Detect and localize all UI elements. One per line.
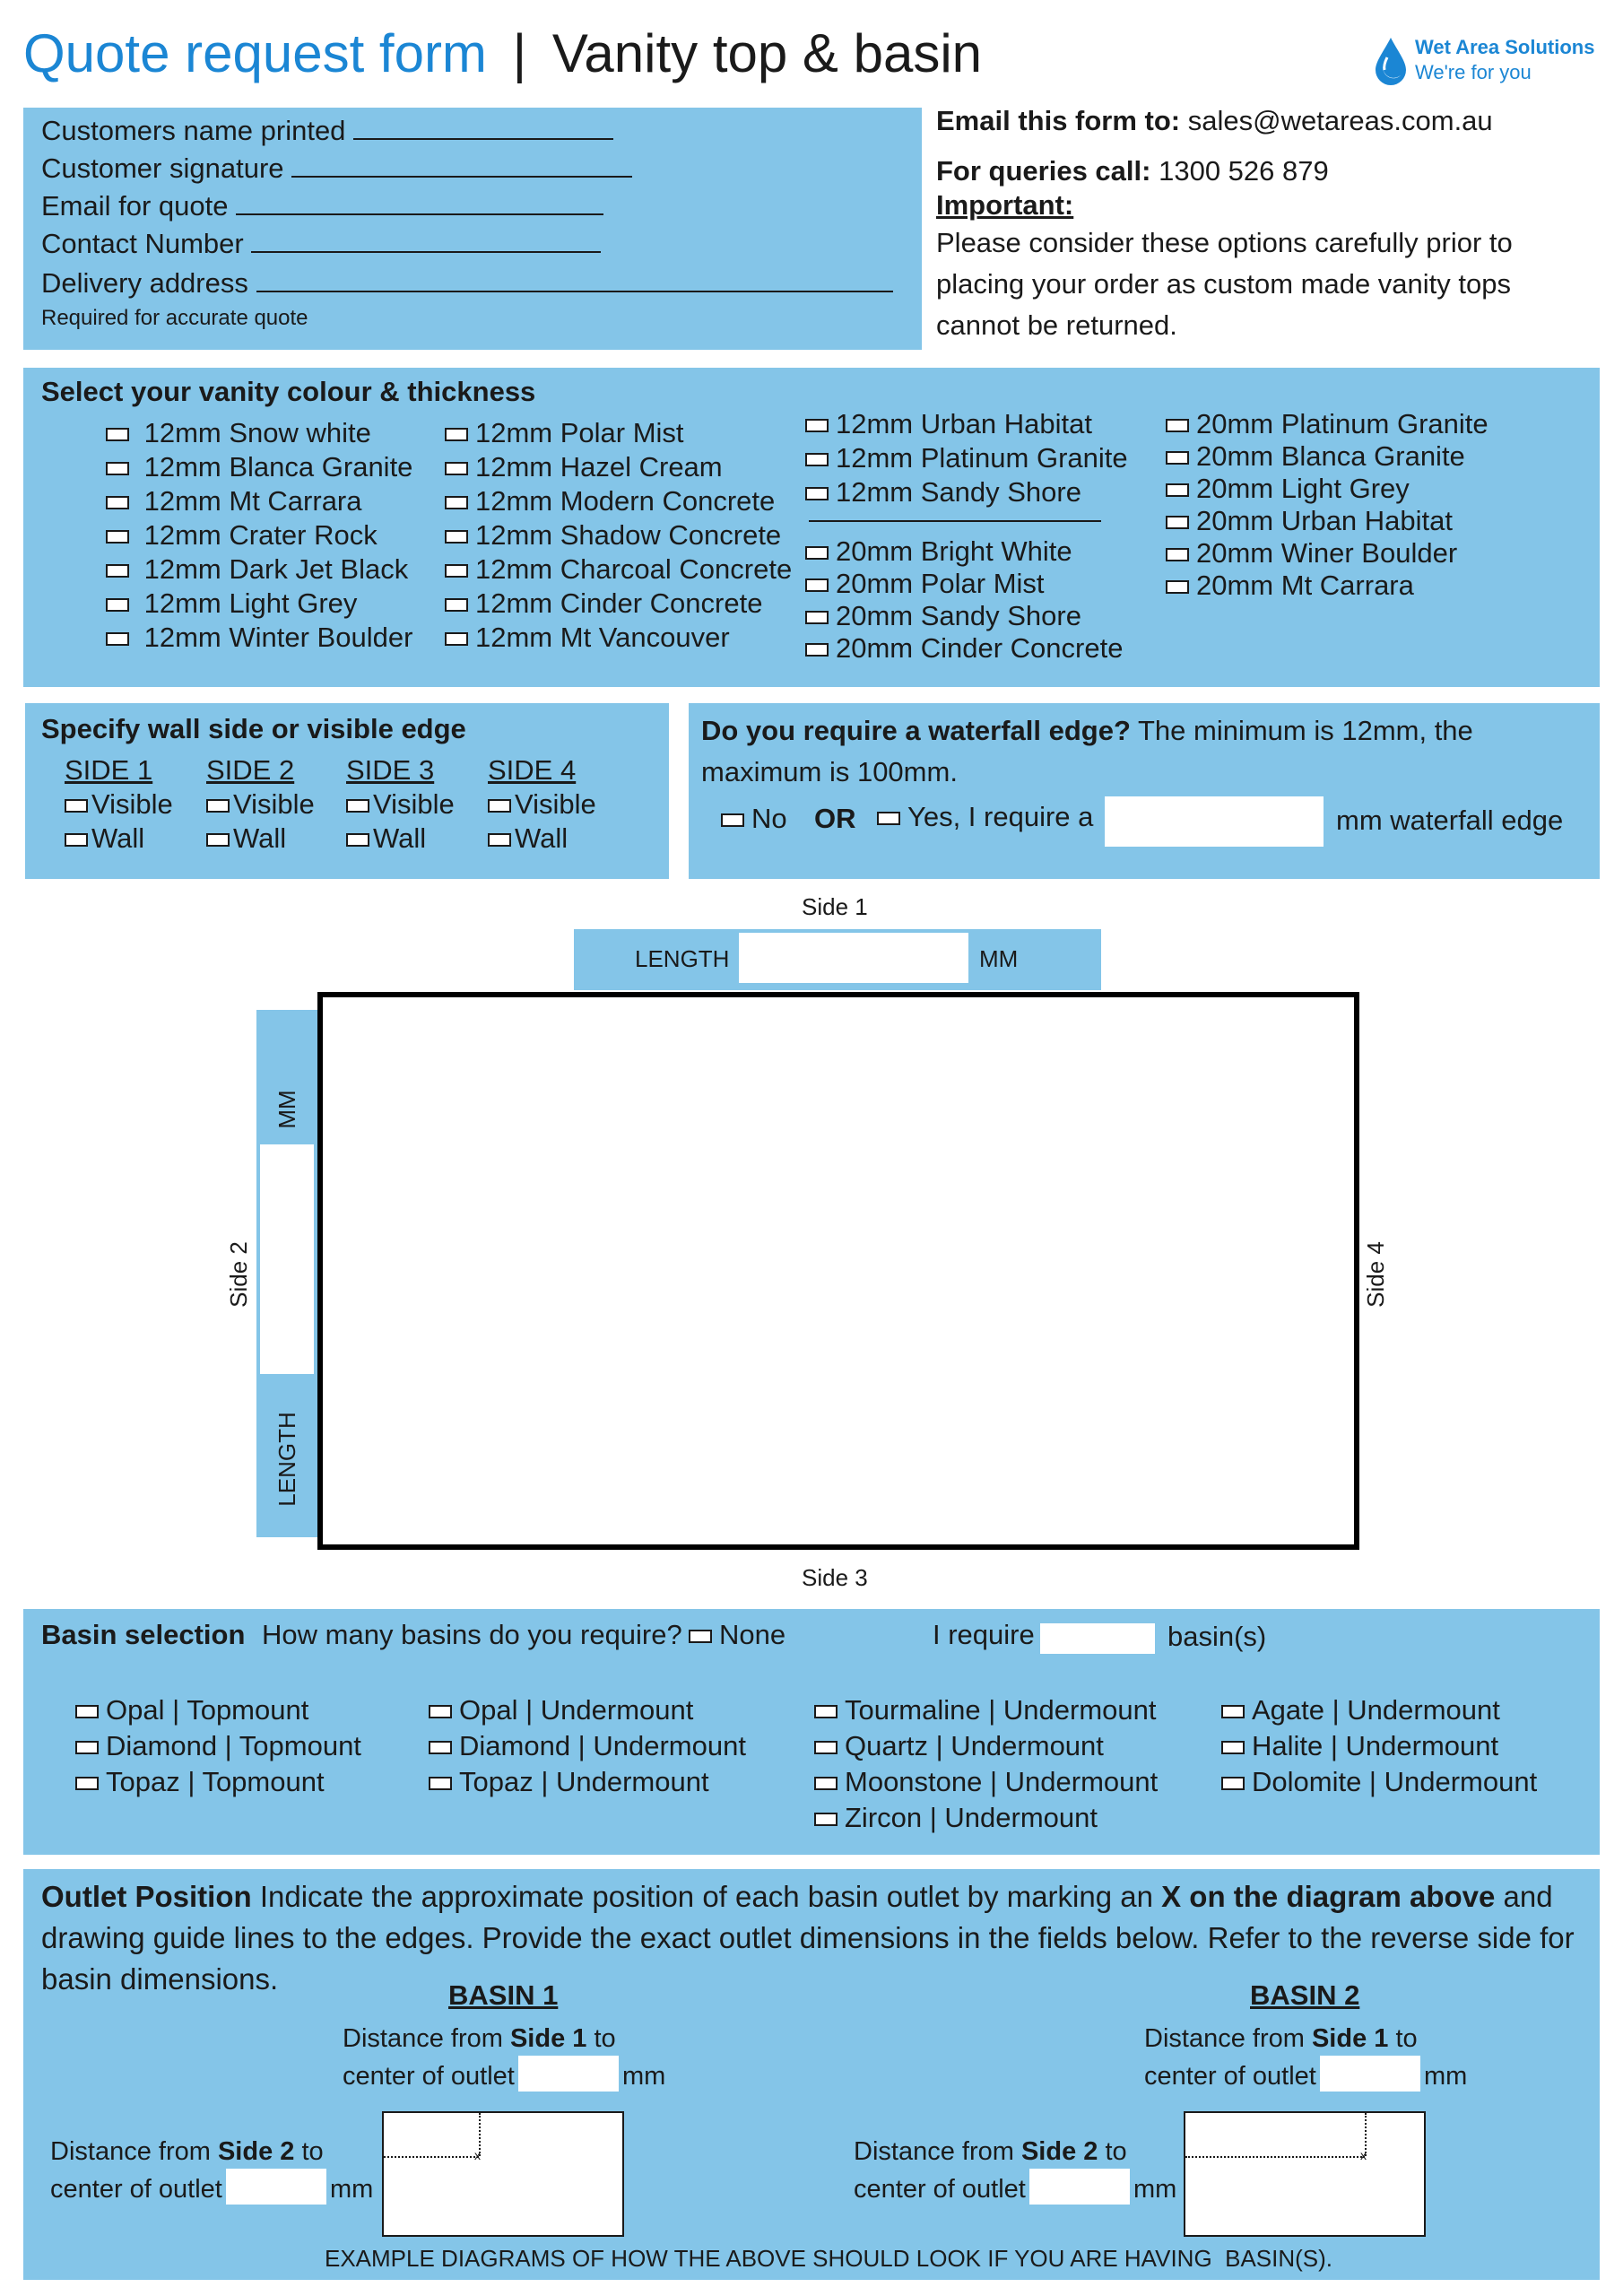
important-text: Please consider these options carefully prior to placing your order as custom made vanity tops cannot be returned. [936,227,1513,341]
checkbox[interactable] [488,833,511,847]
colour-option[interactable]: 20mm Platinum Granite [1166,407,1488,439]
colour-option[interactable]: 12mm Urban Habitat [805,407,1128,441]
basin-1-side-2-label: Distance from Side 2 to [50,2137,324,2166]
colour-option[interactable]: 12mm Modern Concrete [445,484,792,518]
checkbox[interactable] [106,632,129,646]
diagram-side-3-label: Side 3 [802,1564,868,1591]
logo [1372,34,1605,90]
basin-1-side-1-label: Distance from Side 1 to [343,2024,616,2053]
checkbox[interactable] [106,564,129,578]
wall-side-2 [206,753,315,856]
customer-signature-label: Customer signature [41,152,284,184]
basin-option[interactable]: Diamond | Undermount [429,1729,746,1765]
side-1-length-box [574,929,1101,990]
basin-question: How many basins do you require? [262,1619,682,1650]
important-label: Important: [936,189,1074,221]
customer-signature-row [41,151,632,186]
side-2-mm-label: MM [273,1090,300,1129]
visible-option[interactable]: Visible [488,787,596,822]
basin-option[interactable]: Diamond | Topmount [75,1729,361,1765]
guide-line-horizontal [1185,2156,1365,2158]
colour-heading: Select your vanity colour & thickness [41,376,536,407]
checkbox[interactable] [75,1777,99,1790]
colour-option[interactable]: 20mm Winer Boulder [1166,536,1488,569]
basin-2-side-2-mm: mm [1133,2175,1177,2204]
checkbox[interactable] [805,453,829,466]
basin-option[interactable]: Agate | Undermount [1221,1693,1537,1729]
phone-label: For queries call: [936,155,1151,187]
colour-col-1 [106,416,412,655]
basin-1-side-1-center: center of outlet [343,2062,515,2091]
customer-delivery-label: Delivery address [41,267,248,299]
customer-delivery-row [41,265,893,300]
example-footer: EXAMPLE DIAGRAMS OF HOW THE ABOVE SHOULD LOOK IF YOU ARE HAVING BASIN(S). [325,2245,1333,2272]
colour-option[interactable]: 12mm Polar Mist [445,416,792,450]
side-1-mm-label: MM [979,945,1019,972]
waterfall-or: OR [814,803,856,834]
basin-option[interactable]: Opal | Undermount [429,1693,746,1729]
wall-side-1 [65,753,173,856]
wall-side-panel [25,703,669,879]
page-title [23,22,982,86]
basin-panel [23,1609,1600,1855]
customer-contact-row [41,226,601,261]
checkbox[interactable] [805,578,829,592]
basin-2-side-1-mm: mm [1424,2062,1468,2091]
colour-option[interactable]: 20mm Polar Mist [805,567,1128,599]
outlet-panel [23,1869,1600,2280]
checkbox[interactable] [445,632,468,646]
basin-2-example-diagram [1184,2111,1426,2237]
checkbox[interactable] [106,598,129,612]
checkbox[interactable] [106,530,129,544]
checkbox[interactable] [429,1741,452,1754]
phone-number[interactable]: 1300 526 879 [1159,155,1329,187]
checkbox[interactable] [75,1741,99,1754]
colour-option[interactable]: 20mm Blanca Granite [1166,439,1488,472]
checkbox[interactable] [106,496,129,509]
side-label: SIDE 2 [206,754,295,786]
basin-none-option[interactable]: None [689,1618,785,1652]
side-2-length-box [256,1010,317,1537]
basin-col-4 [1221,1693,1537,1801]
customer-name-field[interactable] [353,113,613,140]
colour-col-2 [445,416,792,655]
checkbox[interactable] [689,1630,712,1643]
colour-divider [809,520,1101,522]
outlet-x-marker: x [1360,2148,1367,2162]
colour-option[interactable]: 12mm Sandy Shore [805,475,1128,509]
wall-option[interactable]: Wall [488,822,596,856]
colour-option[interactable]: 12mm Winter Boulder [106,621,412,655]
basin-option[interactable]: Topaz | Topmount [75,1765,361,1801]
colour-option[interactable]: 20mm Sandy Shore [805,599,1128,631]
side-1-length-label: LENGTH [635,945,730,972]
side-2-length-input[interactable] [260,1144,314,1374]
customer-name-row [41,113,613,148]
diagram-side-1-label: Side 1 [802,893,868,920]
checkbox[interactable] [814,1777,838,1790]
checkbox[interactable] [721,813,744,827]
basin-2-side-2-input[interactable] [1029,2169,1130,2205]
checkbox[interactable] [106,428,129,441]
basin-2-heading: BASIN 2 [1250,1979,1360,2011]
diagram-side-2-label: Side 2 [225,1241,252,1308]
basin-option[interactable]: Tourmaline | Undermount [814,1693,1158,1729]
checkbox[interactable] [488,799,511,813]
customer-contact-field[interactable] [251,226,601,253]
checkbox[interactable] [346,799,369,813]
checkbox[interactable] [445,496,468,509]
checkbox[interactable] [814,1813,838,1826]
colour-option[interactable]: 20mm Cinder Concrete [805,631,1128,664]
basin-2-side-1-center: center of outlet [1144,2062,1316,2091]
waterfall-text: The minimum is 12mm, the maximum is 100mm. [701,715,1473,787]
email-label: Email this form to: [936,105,1181,136]
side-label: SIDE 1 [65,754,153,786]
colour-option[interactable]: 12mm Blanca Granite [106,450,412,484]
basin-require-label: I require [933,1619,1035,1650]
vanity-top-outline[interactable] [317,992,1359,1550]
delivery-note: Required for accurate quote [41,306,308,330]
checkbox[interactable] [877,812,900,825]
colour-option[interactable]: 12mm Crater Rock [106,518,412,552]
waterfall-yes-option[interactable]: Yes, I require a [877,800,1093,834]
wall-option[interactable]: Wall [206,822,315,856]
colour-option[interactable]: 12mm Mt Vancouver [445,621,792,655]
colour-option[interactable]: 12mm Charcoal Concrete [445,552,792,587]
checkbox[interactable] [1166,580,1189,594]
checkbox[interactable] [106,462,129,475]
email-line [936,104,1600,138]
checkbox[interactable] [429,1705,452,1718]
wall-option[interactable]: Wall [65,822,173,856]
basin-1-side-2-input[interactable] [226,2169,326,2205]
customer-delivery-field[interactable] [256,265,893,292]
basin-option[interactable]: Zircon | Undermount [814,1801,1158,1837]
visible-option[interactable]: Visible [206,787,315,822]
customer-signature-field[interactable] [291,151,632,178]
checkbox[interactable] [805,487,829,500]
basin-option[interactable]: Halite | Undermount [1221,1729,1537,1765]
water-drop-icon [1372,36,1410,88]
checkbox[interactable] [429,1777,452,1790]
basin-1-side-1-input[interactable] [518,2056,619,2092]
customer-contact-label: Contact Number [41,228,244,259]
checkbox[interactable] [445,462,468,475]
outlet-x-marker: x [474,2148,481,2162]
wall-side-4 [488,753,596,856]
basin-col-3 [814,1693,1158,1837]
checkbox[interactable] [805,611,829,624]
basin-1-heading: BASIN 1 [448,1979,559,2011]
checkbox[interactable] [1166,548,1189,561]
basin-option[interactable]: Dolomite | Undermount [1221,1765,1537,1801]
colour-option[interactable]: 20mm Urban Habitat [1166,504,1488,536]
basin-1-example-diagram [382,2111,624,2237]
customer-email-row [41,188,603,223]
checkbox[interactable] [1166,419,1189,432]
side-1-length-input[interactable] [739,933,968,983]
checkbox[interactable] [1221,1777,1245,1790]
visible-option[interactable]: Visible [65,787,173,822]
checkbox[interactable] [206,799,230,813]
logo-name: Wet Area Solutions [1415,36,1595,58]
basin-col-2 [429,1693,746,1801]
basin-option[interactable]: Quartz | Undermount [814,1729,1158,1765]
customer-email-label: Email for quote [41,190,229,222]
waterfall-suffix: mm waterfall edge [1336,804,1564,836]
side-2-length-label: LENGTH [273,1412,300,1507]
checkbox[interactable] [805,546,829,560]
checkbox[interactable] [346,833,369,847]
title-black: Vanity top & basin [551,23,983,83]
basin-2-side-2-center: center of outlet [854,2175,1026,2204]
checkbox[interactable] [814,1741,838,1754]
outlet-instructions: Outlet Position Indicate the approximate position of each basin outlet by marking an X on the diagram above and drawing guide lines to the edges. Provide the exact outlet dimensions in the fields below. Refer to the reverse side for basin dimensions. [41,1880,1575,1996]
checkbox[interactable] [206,833,230,847]
contact-info [936,104,1600,346]
colour-option[interactable]: 12mm Light Grey [106,587,412,621]
basin-1-side-1-mm: mm [622,2062,666,2091]
waterfall-panel [689,703,1600,879]
wall-side-3 [346,753,455,856]
waterfall-no-option[interactable]: No [721,802,787,836]
basin-option[interactable]: Moonstone | Undermount [814,1765,1158,1801]
checkbox[interactable] [65,799,88,813]
outlet-heading: Outlet Position [41,1880,252,1913]
checkbox[interactable] [445,598,468,612]
colour-option[interactable]: 12mm Cinder Concrete [445,587,792,621]
colour-option[interactable]: 12mm Snow white [106,416,412,450]
checkbox[interactable] [805,419,829,432]
basin-heading: Basin selection [41,1619,246,1650]
phone-line [936,154,1600,188]
checkbox[interactable] [445,564,468,578]
side-label: SIDE 3 [346,754,435,786]
checkbox[interactable] [1221,1741,1245,1754]
basin-option[interactable]: Topaz | Undermount [429,1765,746,1801]
customer-name-label: Customers name printed [41,115,346,146]
checkbox[interactable] [445,530,468,544]
customer-panel [23,108,922,350]
basin-col-1 [75,1693,361,1801]
customer-email-field[interactable] [236,188,603,215]
colour-panel [23,368,1600,687]
colour-option[interactable]: 12mm Dark Jet Black [106,552,412,587]
checkbox[interactable] [1221,1705,1245,1718]
logo-tagline: We're for you [1415,61,1532,83]
waterfall-description [701,710,1589,793]
side-label: SIDE 4 [488,754,577,786]
basin-1-side-2-mm: mm [330,2175,374,2204]
checkbox[interactable] [445,428,468,441]
checkbox[interactable] [1166,451,1189,465]
colour-option[interactable]: 12mm Hazel Cream [445,450,792,484]
colour-option[interactable]: 20mm Mt Carrara [1166,569,1488,601]
colour-option[interactable]: 12mm Mt Carrara [106,484,412,518]
email-address[interactable]: sales@wetareas.com.au [1187,105,1493,136]
title-separator: | [512,23,527,83]
title-blue: Quote request form [23,23,487,83]
colour-option[interactable]: 20mm Light Grey [1166,472,1488,504]
checkbox[interactable] [65,833,88,847]
checkbox[interactable] [1166,483,1189,497]
checkbox[interactable] [1166,516,1189,529]
diagram-side-4-label: Side 4 [1362,1241,1389,1308]
checkbox[interactable] [814,1705,838,1718]
checkbox[interactable] [75,1705,99,1718]
basin-2-side-2-label: Distance from Side 2 to [854,2137,1127,2166]
wall-heading: Specify wall side or visible edge [41,713,466,744]
basin-count-input[interactable] [1040,1623,1155,1654]
basin-1-side-2-center: center of outlet [50,2175,222,2204]
colour-col-3 [805,407,1128,664]
colour-col-4 [1166,407,1488,601]
visible-option[interactable]: Visible [346,787,455,822]
basin-count-suffix: basin(s) [1167,1621,1267,1652]
colour-option[interactable]: 20mm Bright White [805,535,1128,567]
colour-option[interactable]: 12mm Platinum Granite [805,441,1128,475]
basin-option[interactable]: Opal | Topmount [75,1693,361,1729]
basin-2-side-1-label: Distance from Side 1 to [1144,2024,1418,2053]
basin-heading-row [41,1618,682,1652]
guide-line-horizontal [384,2156,479,2158]
waterfall-heading: Do you require a waterfall edge? [701,715,1131,746]
basin-2-side-1-input[interactable] [1320,2056,1420,2092]
colour-option[interactable]: 12mm Shadow Concrete [445,518,792,552]
checkbox[interactable] [805,643,829,657]
wall-option[interactable]: Wall [346,822,455,856]
waterfall-mm-input[interactable] [1105,796,1324,847]
